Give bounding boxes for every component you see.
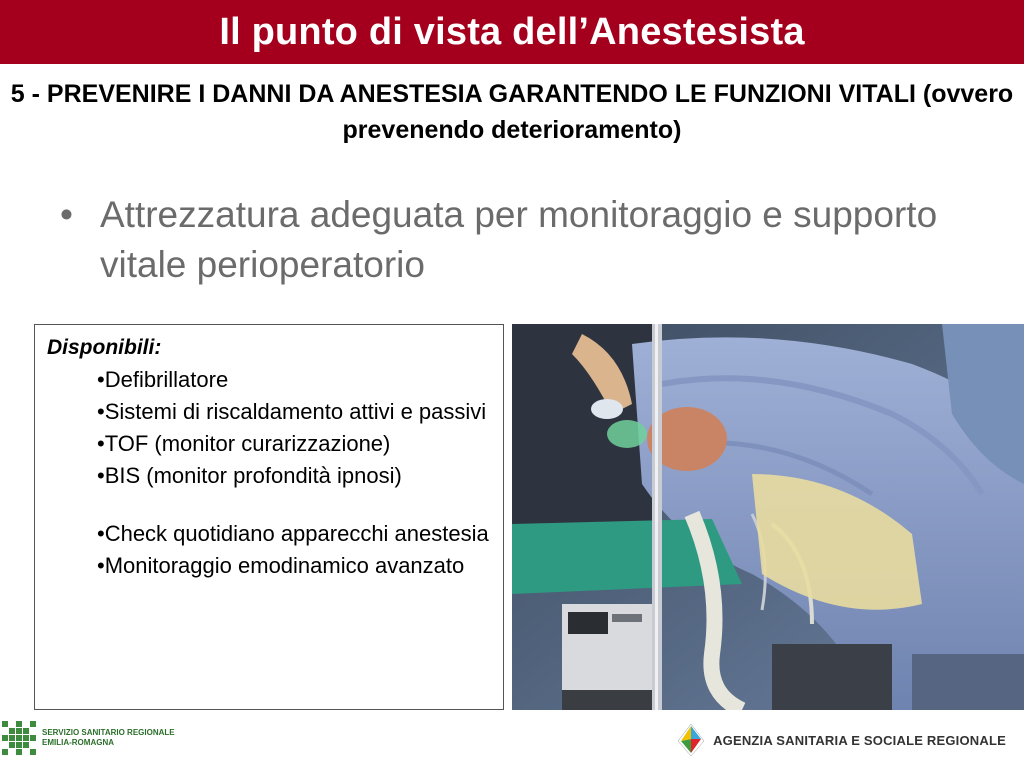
list-item: •Monitoraggio emodinamico avanzato <box>97 553 465 578</box>
slide-subtitle <box>0 76 1024 148</box>
operating-room-photo <box>512 324 1024 710</box>
operating-room-illustration <box>512 324 1024 710</box>
main-bullet <box>60 190 960 290</box>
list-item: •Defibrillatore <box>97 367 229 392</box>
agency-leaf-icon <box>677 723 705 757</box>
list-item: •Sistemi di riscaldamento attivi e passivi <box>97 399 487 424</box>
ssr-text <box>42 728 175 748</box>
available-equipment-box <box>34 324 504 710</box>
slide-title: Il punto di vista dell’Anestesista <box>219 10 805 53</box>
list-item: •TOF (monitor curarizzazione) <box>97 431 391 456</box>
ssr-footer-logo <box>0 716 175 760</box>
agency-footer-logo <box>677 722 1006 758</box>
equipment-list <box>97 366 493 579</box>
bullet-glyph: • <box>60 194 73 235</box>
list-item: •BIS (monitor profondità ipnosi) <box>97 463 402 488</box>
box-heading: Disponibili: <box>47 336 162 359</box>
agency-name: AGENZIA SANITARIA E SOCIALE REGIONALE <box>713 732 1006 748</box>
ssr-grid-icon <box>2 721 36 755</box>
ssr-line1: SERVIZIO SANITARIO REGIONALE <box>42 728 175 737</box>
ssr-line2: EMILIA-ROMAGNA <box>42 738 114 747</box>
subtitle-paren: (ovvero prevenendo deterioramento) <box>342 80 1014 144</box>
bullet-text: Attrezzatura adeguata per monitoraggio e supporto vitale perioperatorio <box>100 194 938 285</box>
subtitle-main: 5 - PREVENIRE I DANNI DA ANESTESIA GARANTENDO LE FUNZIONI VITALI <box>10 80 916 108</box>
title-bar <box>0 0 1024 64</box>
list-item: •Check quotidiano apparecchi anestesia <box>97 521 489 546</box>
